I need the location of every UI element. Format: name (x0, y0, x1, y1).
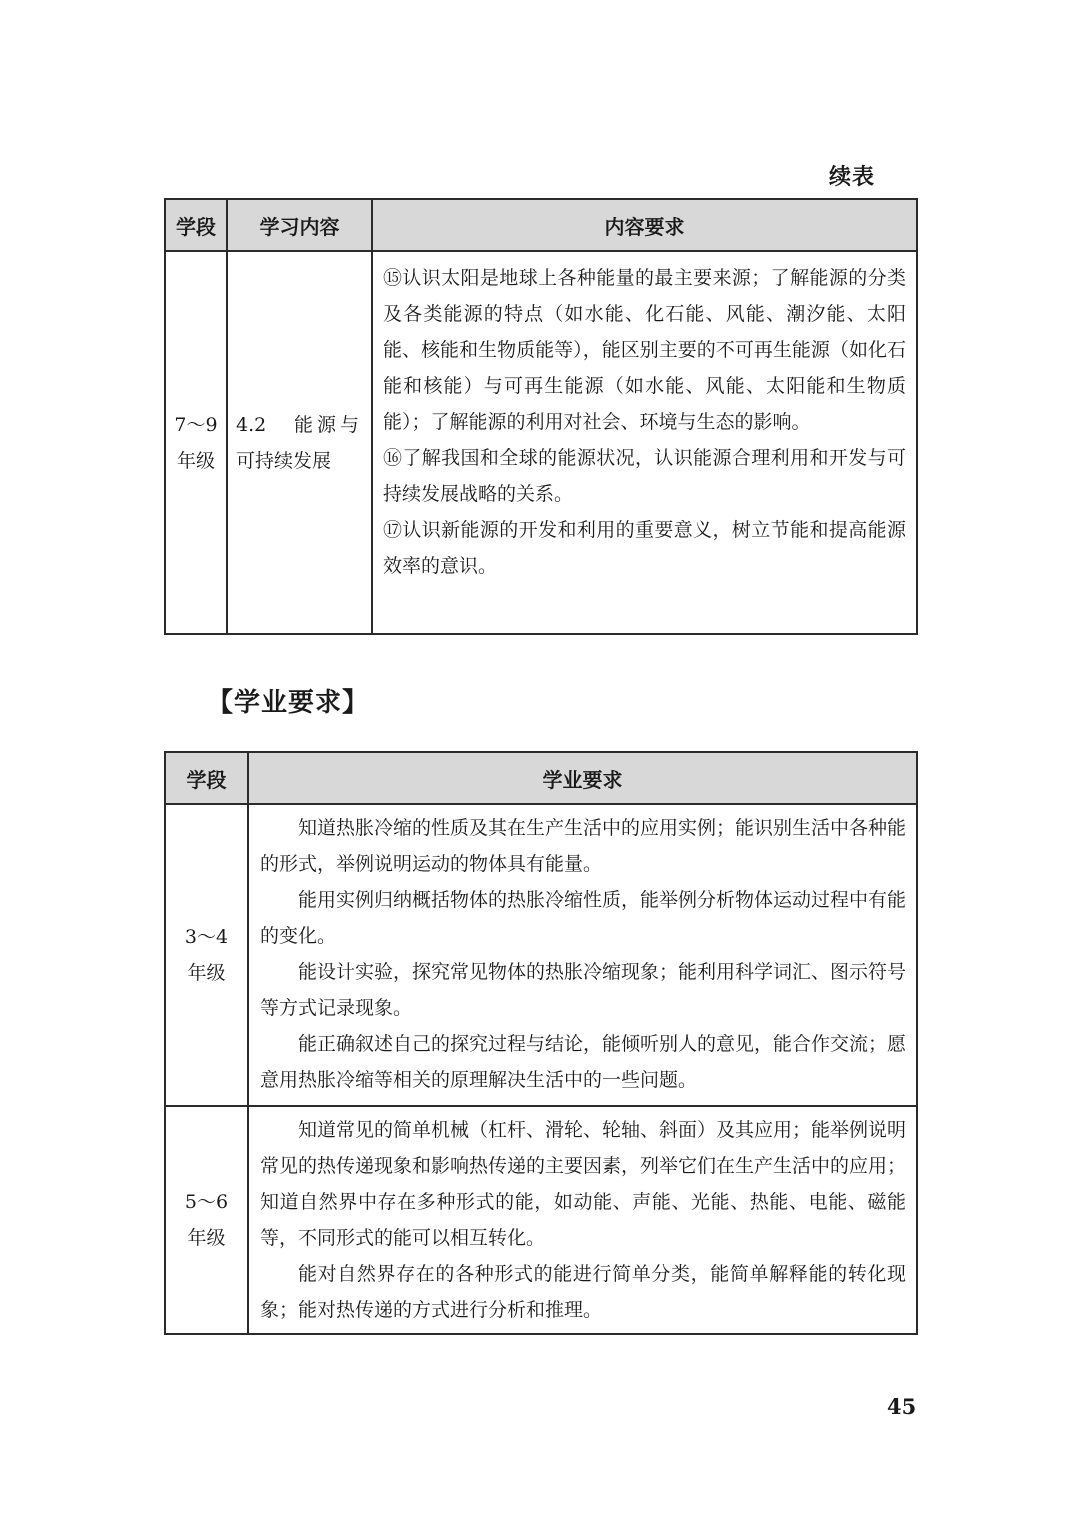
stage-cell (165, 804, 248, 1106)
continued-table-label: 续表 (829, 165, 876, 190)
requirement-item-16: ⑯了解我国和全球的能源状况，认识能源合理利用和开发与可持续发展战略的关系。 (383, 447, 906, 505)
stage-cell (165, 251, 227, 634)
requirement-paragraph: 能正确叙述自己的探究过程与结论，能倾听别人的意见，能合作交流；愿意用热胀冷缩等相关的原理解决生活中的一些问题。 (260, 1033, 907, 1091)
table-row (165, 251, 917, 634)
requirement-paragraph: 能对自然界存在的各种形式的能进行简单分类，能简单解释能的转化现象；能对热传递的方式进行分析和推理。 (260, 1263, 906, 1321)
table-header-row (165, 752, 917, 804)
requirement-paragraph: 知道热胀冷缩的性质及其在生产生活中的应用实例；能识别生活中各种能的形式，举例说明运动的物体具有能量。 (260, 817, 907, 875)
requirement-item-15: ⑮认识太阳是地球上各种能量的最主要来源；了解能源的分类及各类能源的特点（如水能、化石能、风能、潮汐能、太阳能、核能和生物质能等），能区别主要的不可再生能源（如化石能和核能）与可再生能源（如水能、风能、太阳能和生物质能）；了解能源的利用对社会、环境与生态的影响。 (383, 267, 906, 433)
requirement-item-17: ⑰认识新能源的开发和利用的重要意义，树立节能和提高能源效率的意识。 (383, 519, 906, 577)
academic-requirements-table (164, 751, 918, 1335)
requirement-paragraph: 能设计实验，探究常见物体的热胀冷缩现象；能利用科学词汇、图示符号等方式记录现象。 (260, 961, 907, 1019)
requirement-paragraph: 能用实例归纳概括物体的热胀冷缩性质，能举例分析物体运动过程中有能的变化。 (260, 889, 907, 947)
stage-cell (165, 1106, 248, 1334)
header-content-requirements: 内容要求 (372, 199, 917, 251)
topic-title-part2: 可持续发展 (236, 449, 332, 472)
header-learning-content: 学习内容 (227, 199, 372, 251)
section-title: 【学业要求】 (207, 688, 370, 718)
requirement-paragraph: 知道常见的简单机械（杠杆、滑轮、轮轴、斜面）及其应用；能举例说明常见的热传递现象和影响热传递的主要因素，列举它们在生产生活中的应用；知道自然界中存在多种形式的能，如动能、声能、光能、热能、电能、磁能等，不同形式的能可以相互转化。 (260, 1119, 907, 1249)
requirements-cell (248, 1106, 917, 1334)
header-academic-requirements: 学业要求 (248, 752, 917, 804)
stage-grade: 年级 (187, 962, 226, 984)
stage-range: 7～9 (174, 413, 218, 436)
header-stage: 学段 (165, 752, 248, 804)
requirements-cell (372, 251, 917, 634)
header-stage: 学段 (165, 199, 227, 251)
requirements-cell (248, 804, 917, 1106)
table-header-row (165, 199, 917, 251)
stage-range: 3～4 (184, 926, 229, 948)
stage-grade: 年级 (176, 449, 215, 472)
topic-title-part1: 能源与 (293, 413, 363, 436)
table-row (165, 1106, 917, 1334)
topic-cell (227, 251, 372, 634)
content-requirements-table (164, 198, 918, 635)
topic-number: 4.2 (236, 413, 267, 436)
stage-grade: 年级 (187, 1227, 226, 1249)
table-row (165, 804, 917, 1106)
page-number: 45 (887, 1394, 917, 1419)
stage-range: 5～6 (184, 1191, 229, 1213)
